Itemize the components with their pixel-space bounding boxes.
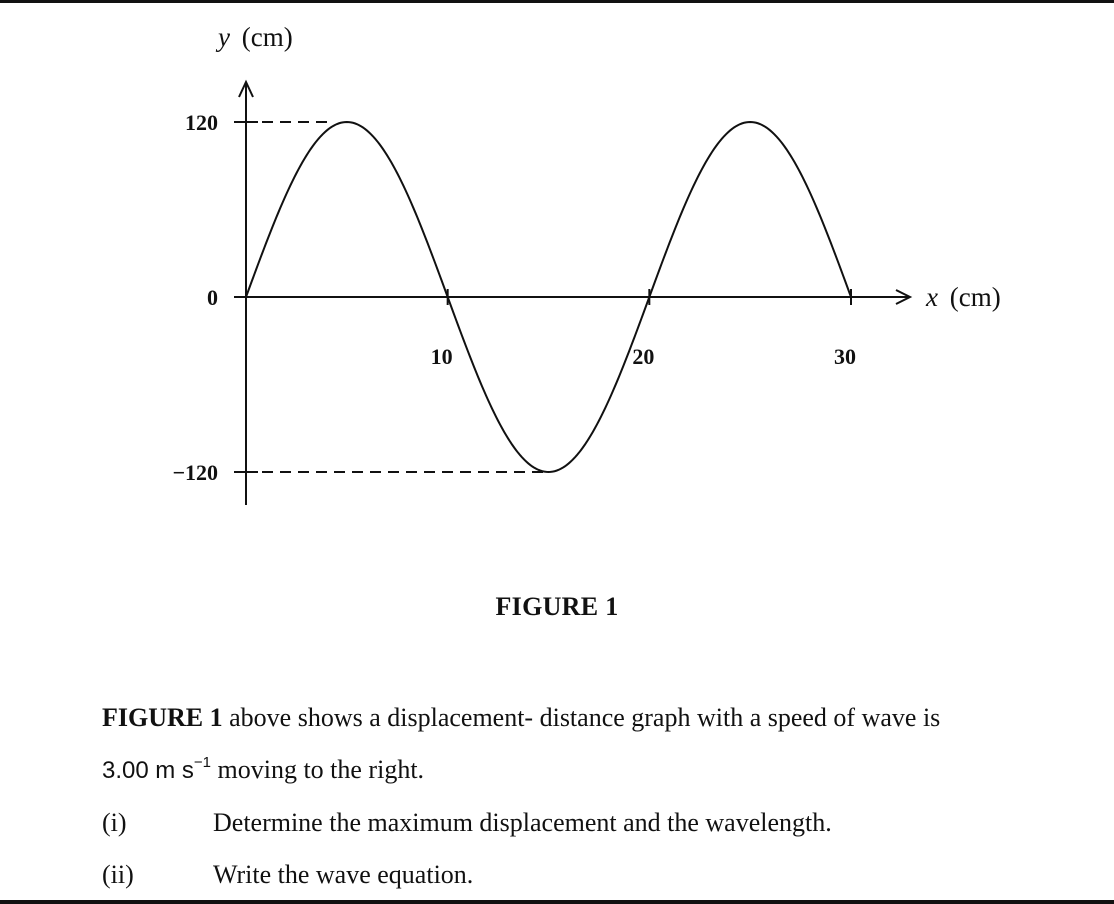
speed-unit-exponent: −1: [193, 754, 211, 771]
figure-reference: FIGURE 1: [102, 703, 223, 732]
part-ii-text: Write the wave equation.: [213, 860, 474, 889]
y-axis-title: [215, 22, 293, 52]
y-tick-label: 120: [185, 110, 218, 135]
y-tick-label: 0: [207, 285, 218, 310]
x-tick-label: 10: [430, 344, 453, 369]
y-axis-variable: y: [218, 22, 230, 52]
speed-value: 3.00: [102, 757, 149, 784]
figure-caption: FIGURE 1: [495, 592, 619, 621]
question-intro: [102, 702, 940, 734]
bottom-rule: [0, 900, 1114, 904]
part-i-text: Determine the maximum displacement and the wavelength.: [213, 808, 832, 837]
y-tick-label: −120: [172, 460, 218, 485]
y-axis-unit: (cm): [241, 22, 293, 52]
part-i-number: (i): [102, 808, 127, 837]
part-ii-number: (ii): [102, 860, 134, 889]
x-tick-label: 30: [834, 344, 856, 369]
x-axis-unit: (cm): [949, 282, 1001, 312]
x-tick-label: 20: [632, 344, 655, 369]
speed-rest-text: moving to the right.: [211, 755, 425, 784]
speed-line: [102, 754, 424, 787]
intro-text: above shows a displacement- distance graph with a speed of wave is: [222, 703, 941, 732]
x-axis-title: [925, 282, 1001, 312]
x-axis-variable: x: [926, 282, 938, 312]
speed-unit: m $s^{-1}$: [155, 754, 211, 784]
